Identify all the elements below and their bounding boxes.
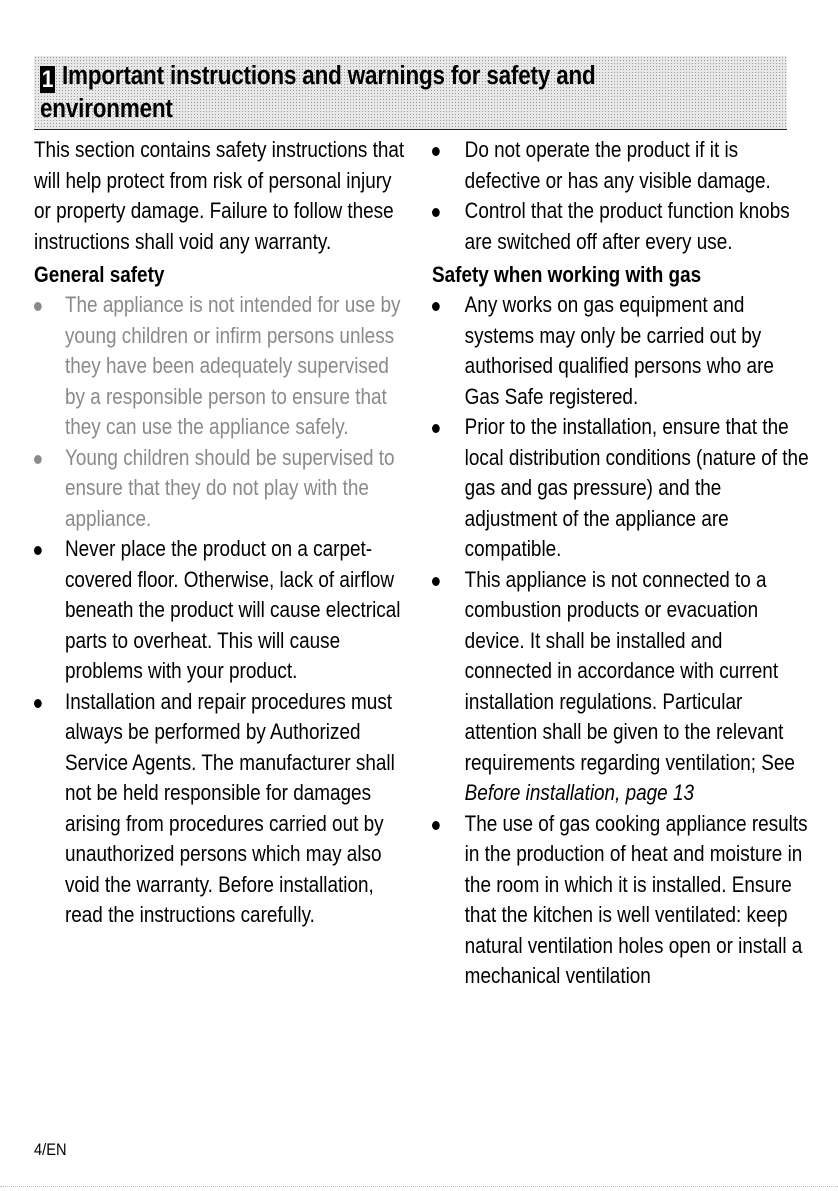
bullet-icon [34,699,42,708]
list-item [34,534,413,687]
section-number-badge: 1 [41,66,54,93]
list-item [34,687,413,931]
bullet-icon [432,577,440,586]
bullet-icon [432,424,440,433]
gas-safety-heading: Safety when working with gas [432,262,702,287]
list-item-text: The appliance is not intended for use by young children or infirm persons unless they have been adequately supervised by a responsible person to ensure that they can use the appliance safely. [64,292,401,439]
page-edge-rule [0,1186,838,1187]
page-number: 4/EN [34,1140,67,1159]
list-item-text: Do not operate the product if it is defective or has any visible damage. [464,137,771,193]
gas-safety-list [432,290,811,992]
bullet-icon [432,147,440,156]
list-item-text: The use of gas cooking appliance results in the production of heat and moisture in the room in which it is installed. Ensure that the kitchen is well ventilated: keep natural ventilation holes open or install a mechanical ventilation [464,810,808,988]
bullet-icon [34,302,42,311]
left-column [34,135,414,931]
list-item-text: Never place the product on a carpet-covered floor. Otherwise, lack of airflow beneath the product will cause electrical parts to overheat. This will cause problems with your product. [64,536,401,683]
right-column [432,135,812,992]
list-item [432,809,811,992]
list-item-text: Prior to the installation, ensure that the local distribution conditions (nature of the gas and gas pressure) and the adjustment of the appliance are compatible. [464,414,809,561]
bullet-icon [432,208,440,217]
section-title-text: Important instructions and warnings for safety and environment [40,62,596,123]
general-safety-heading: General safety [34,262,165,287]
list-item [34,443,413,535]
section-title [40,60,691,125]
list-item-text: Control that the product function knobs are switched off after every use. [464,198,790,254]
list-item [34,290,413,443]
list-item [432,135,811,196]
general-safety-list [34,290,413,931]
cross-reference-link[interactable]: Before installation, page 13 [464,780,694,805]
list-item-text: Young children should be supervised to ensure that they do not play with the appliance. [64,444,395,531]
list-item [432,290,811,412]
list-item-text: Installation and repair procedures must always be performed by Authorized Service Agents. The manufacturer shall not be held responsible for damages arising from procedures carried out by unauthorized persons which may also void the warranty. Before installation, read the instructions carefully. [64,688,395,927]
bullet-icon [34,455,42,464]
list-item [432,412,811,565]
list-item [432,196,811,257]
bullet-icon [432,821,440,830]
list-item [432,565,811,809]
section-header [34,56,787,130]
intro-paragraph: This section contains safety instructions that will help protect from risk of personal injury or property damage. Failure to follow these instructions shall void any warranty. [34,137,405,254]
bullet-icon [432,302,440,311]
list-item-text: Any works on gas equipment and systems may only be carried out by authorised qualified persons who are Gas Safe registered. [464,292,774,409]
product-use-list [432,135,811,257]
list-item-text: This appliance is not connected to a combustion products or evacuation device. It shall be installed and connected in accordance with current installation regulations. Particular attention shall be given to the relevant requirements regarding ventilation; See [464,566,795,775]
bullet-icon [34,546,42,555]
